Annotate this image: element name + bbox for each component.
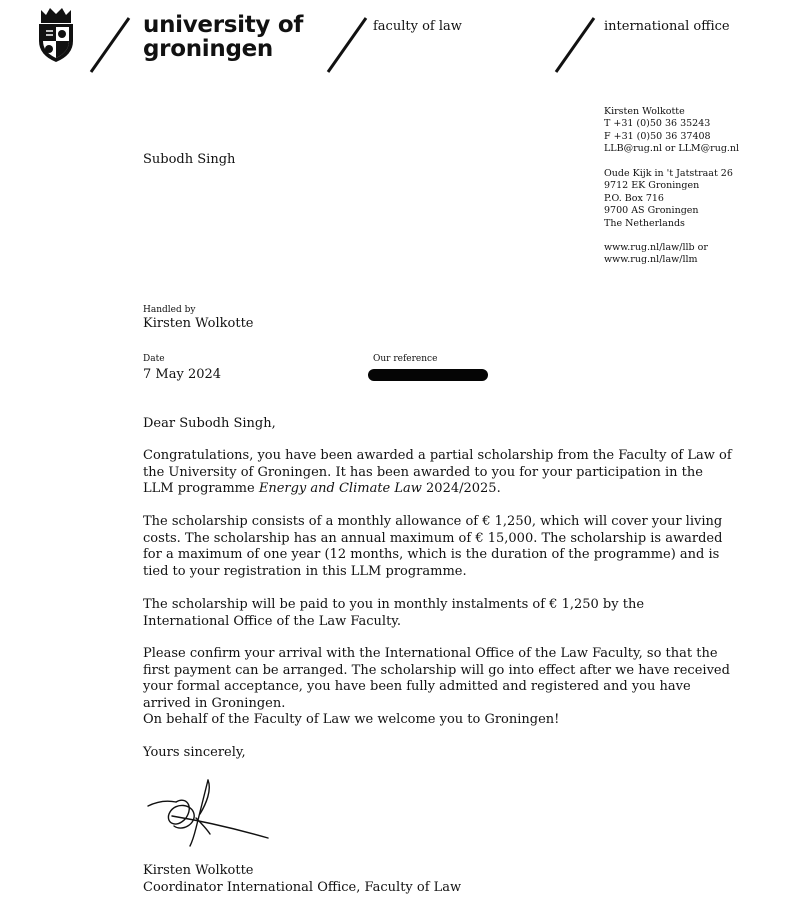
web-line: www.rug.nl/law/llm (604, 254, 698, 266)
address-line: 9712 EK Groningen (604, 180, 700, 192)
address-line: Oude Kijk in 't Jatstraat 26 (604, 168, 733, 179)
reference-label: Our reference (373, 354, 438, 364)
paragraph-4 (143, 646, 733, 712)
contact-email: LLB@rug.nl or LLM@rug.nl (604, 143, 740, 155)
contact-phone: T +31 (0)50 36 35243 (604, 118, 711, 130)
date-value: 7 May 2024 (143, 367, 222, 382)
signatory-title: Coordinator International Office, Faculty of Law (143, 880, 462, 895)
paragraph-2 (143, 514, 733, 580)
paragraph-1-end: 2024/2025. (421, 481, 501, 497)
contact-block (604, 106, 739, 156)
date-label: Date (143, 354, 165, 364)
university-wordmark (143, 13, 303, 61)
paragraph-1-text: Congratulations, you have been awarded a partial scholarship from the Faculty of Law of the University of Groningen. It has been awarded to you for your participation in the LLM programme (143, 448, 732, 497)
paragraph-5: On behalf of the Faculty of Law we welcome you to Groningen! (143, 712, 560, 727)
handled-by-label: Handled by (143, 305, 196, 315)
programme-name: Energy and Climate Law (258, 481, 422, 497)
contact-name: Kirsten Wolkotte (604, 106, 685, 117)
paragraph-2-text: The scholarship consists of a monthly allowance of € 1,250, which will cover your living costs. The scholarship has an annual maximum of € 15,000. The scholarship is awarded for a maximum of one year (12 months, which is the duration of the programme) and is tied to your registration in this LLM programme. (143, 514, 723, 579)
web-line: www.rug.nl/law/llb or (604, 242, 708, 253)
divider-slash (553, 16, 597, 74)
closing: Yours sincerely, (143, 745, 246, 760)
paragraph-1 (143, 448, 733, 498)
signatory-name: Kirsten Wolkotte (143, 863, 254, 878)
salutation: Dear Subodh Singh, (143, 416, 276, 431)
divider-slash (88, 16, 132, 74)
signatory-block (143, 862, 461, 896)
wordmark-line-2: groningen (143, 36, 273, 62)
address-line: 9700 AS Groningen (604, 205, 699, 217)
redaction-bar (368, 369, 488, 381)
handled-by-value: Kirsten Wolkotte (143, 316, 254, 331)
paragraph-3 (143, 597, 733, 630)
web-block (604, 242, 708, 267)
office-label: international office (604, 19, 730, 34)
recipient-name: Subodh Singh (143, 152, 236, 167)
university-crest-icon (34, 5, 78, 65)
address-line: The Netherlands (604, 217, 685, 229)
address-line: P.O. Box 716 (604, 192, 664, 204)
address-block (604, 168, 733, 230)
faculty-label: faculty of law (373, 19, 462, 34)
handwritten-signature (146, 778, 271, 848)
paragraph-4-text: Please confirm your arrival with the International Office of the Law Faculty, so that the first payment can be arranged. The scholarship will go into effect after we have received your formal acceptance, you have been fully admitted and registered and you have arrived in Groningen. (143, 646, 730, 711)
paragraph-3-text: The scholarship will be paid to you in monthly instalments of € 1,250 by the International Office of the Law Faculty. (143, 597, 645, 629)
divider-slash (325, 16, 369, 74)
wordmark-line-1: university of (143, 12, 304, 38)
contact-fax: F +31 (0)50 36 37408 (604, 130, 711, 142)
